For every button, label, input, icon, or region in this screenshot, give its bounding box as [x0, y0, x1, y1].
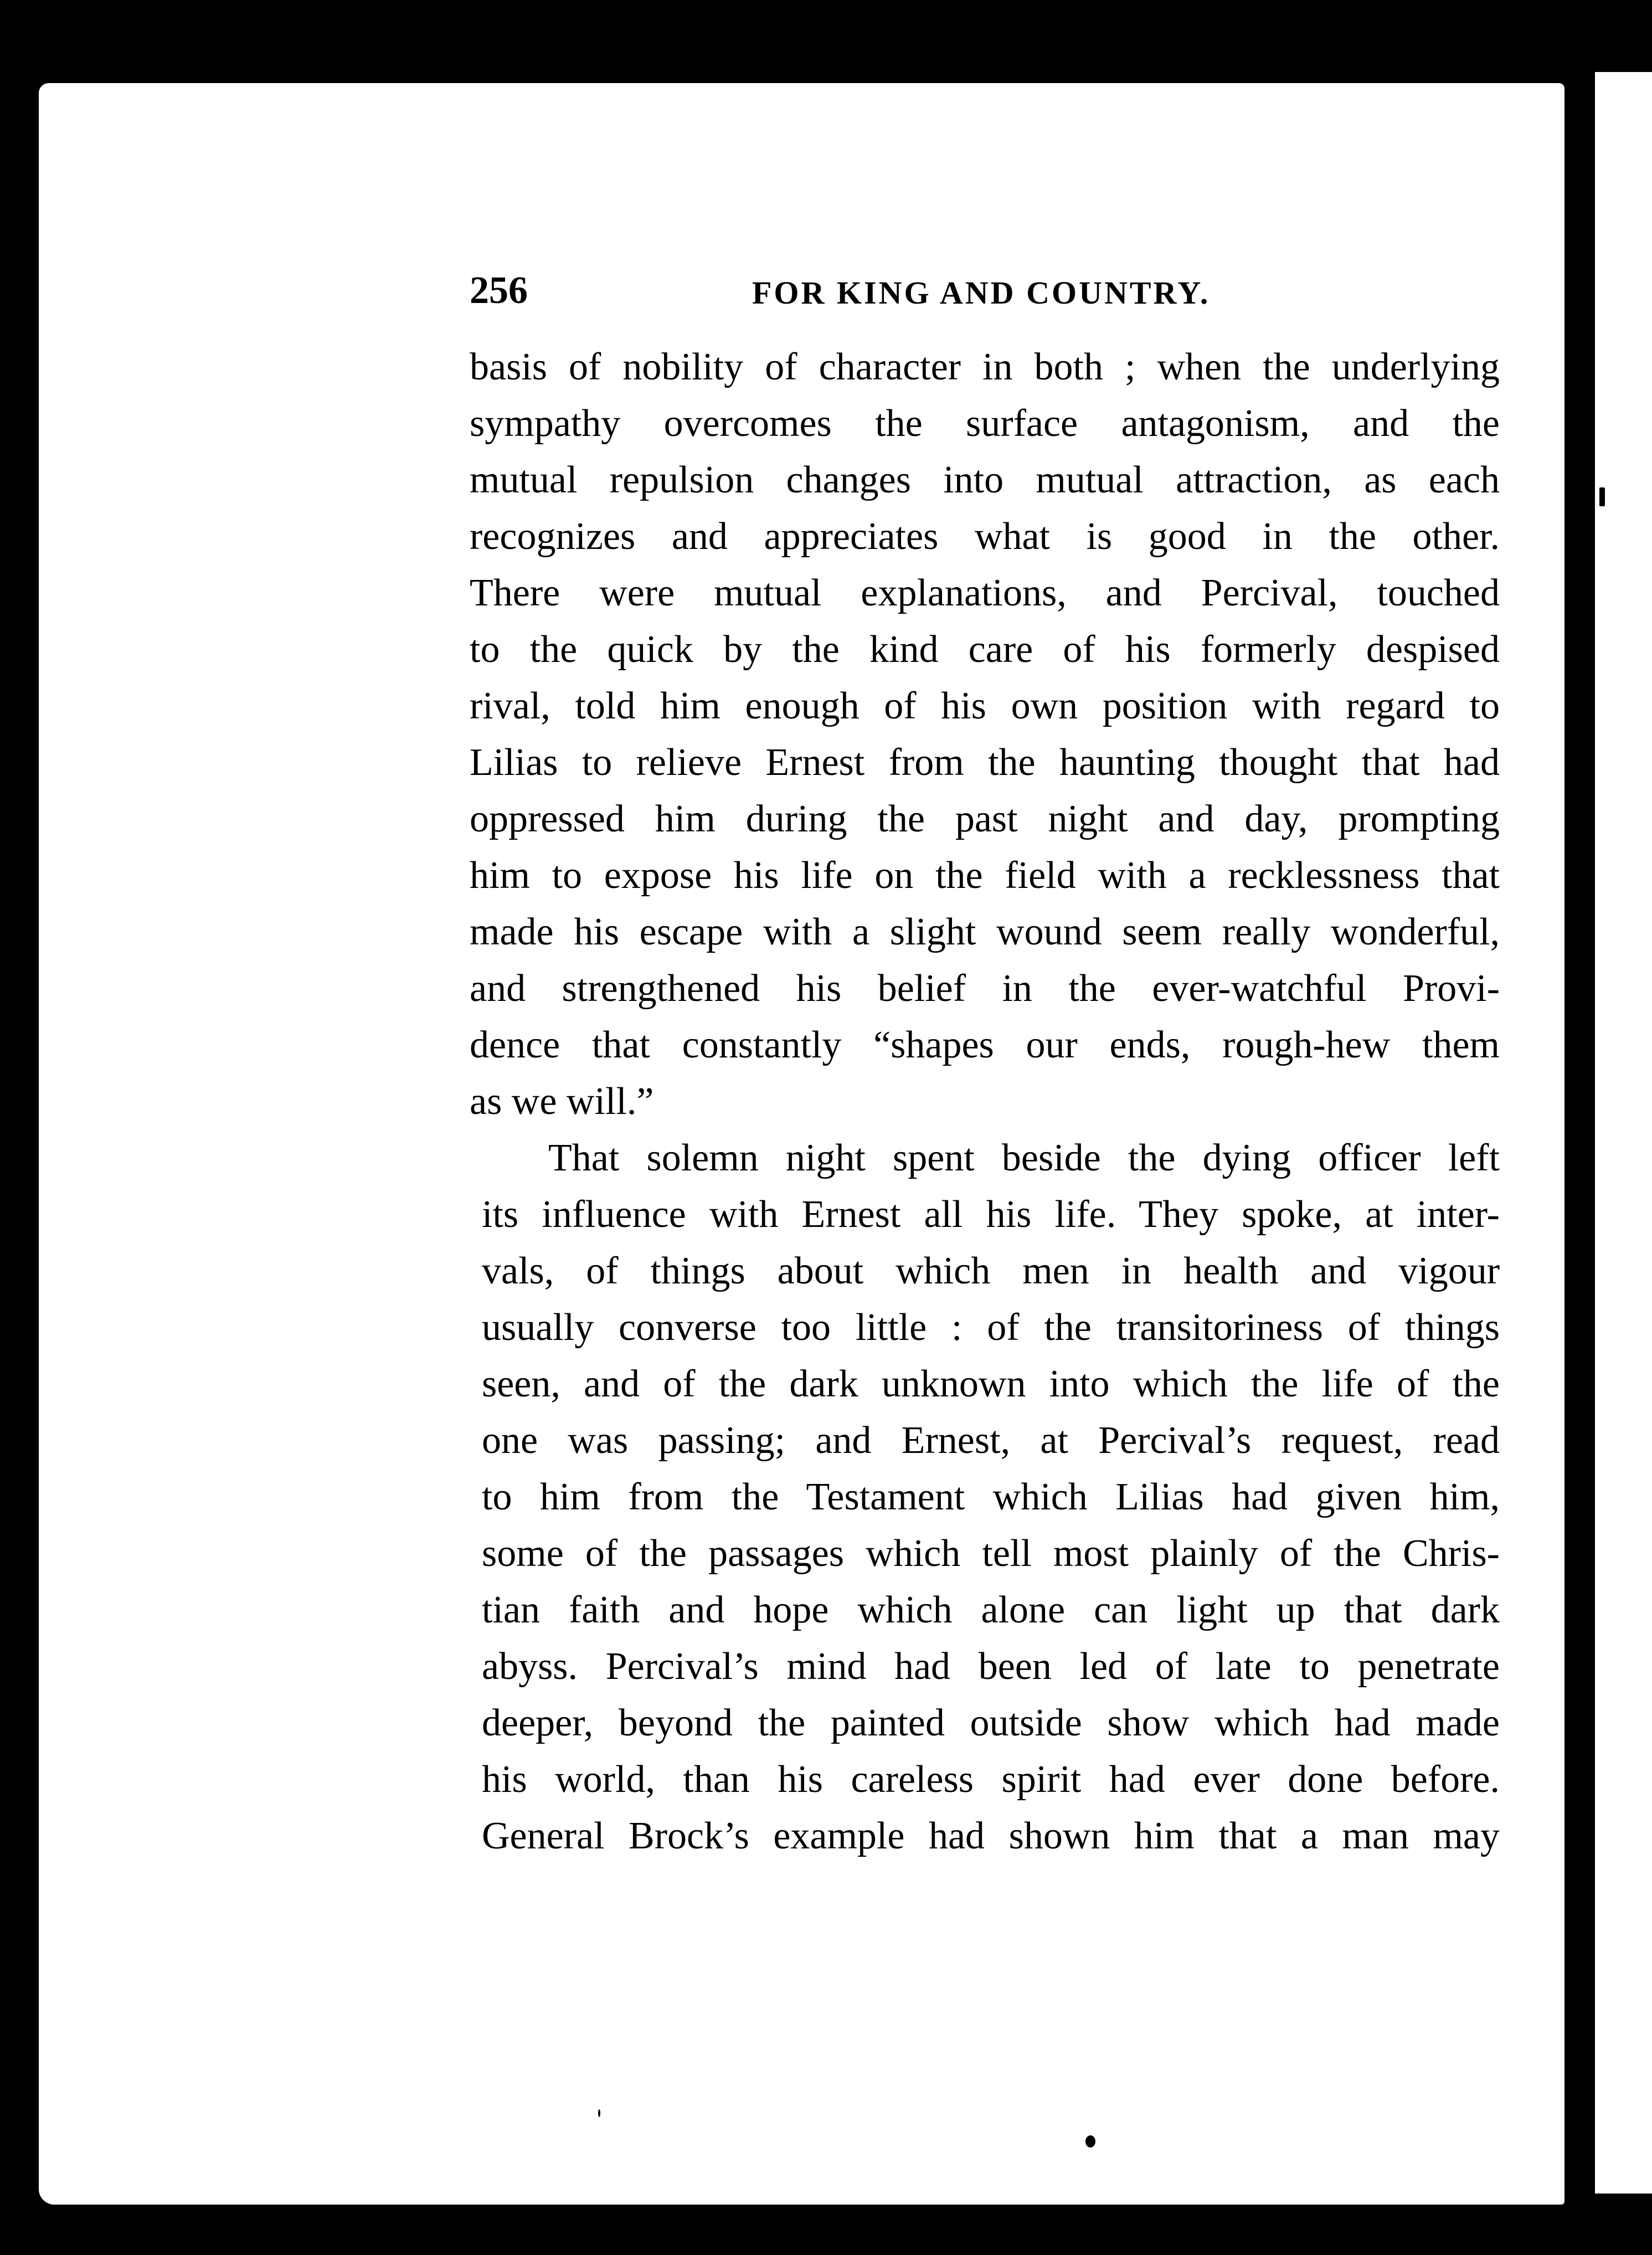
scan-speck [598, 2109, 600, 2117]
text-line: as we will.” [470, 1080, 654, 1123]
text-line: basis of nobility of character in both ; when the underlying [470, 346, 1500, 388]
scan-speck [1085, 2135, 1095, 2148]
text-line: seen, and of the dark unknown into which the life of the [482, 1363, 1500, 1405]
text-line: him to expose his life on the field with a recklessness that [470, 854, 1500, 897]
text-line: General Brock’s example had shown him that a man may [482, 1815, 1500, 1857]
text-line: recognizes and appreciates what is good in the other. [470, 515, 1500, 558]
text-line: his world, than his careless spirit had ever done before. [482, 1758, 1500, 1801]
text-line: There were mutual explanations, and Percival, touched [470, 572, 1500, 614]
body-text [470, 339, 1500, 1864]
text-line: abyss. Percival’s mind had been led of late to penetrate [482, 1645, 1500, 1688]
text-line: rival, told him enough of his own position with regard to [470, 685, 1500, 727]
paragraph-1 [470, 339, 1500, 1130]
text-line: oppressed him during the past night and day, prompting [470, 798, 1500, 840]
running-title: FOR KING AND COUNTRY. [752, 275, 1211, 311]
facing-page-edge [1595, 72, 1652, 2194]
text-line: to the quick by the kind care of his formerly despised [470, 628, 1500, 671]
text-line: mutual repulsion changes into mutual attraction, as each [470, 459, 1500, 501]
text-line: sympathy overcomes the surface antagonism, and the [470, 402, 1500, 445]
text-line: vals, of things about which men in health and vigour [482, 1250, 1500, 1292]
text-line: made his escape with a slight wound seem really wonderful, [470, 911, 1500, 953]
text-line: deeper, beyond the painted outside show which had made [482, 1702, 1500, 1744]
text-line: Lilias to relieve Ernest from the haunting thought that had [470, 741, 1500, 784]
text-line: tian faith and hope which alone can light up that dark [482, 1589, 1500, 1631]
text-line: to him from the Testament which Lilias had given him, [482, 1476, 1500, 1518]
text-line: and strengthened his belief in the ever-watchful Provi- [470, 967, 1500, 1010]
text-line: one was passing; and Ernest, at Percival’s request, read [482, 1419, 1500, 1462]
text-line: dence that constantly “shapes our ends, rough-hew them [470, 1024, 1500, 1066]
text-line: usually converse too little : of the transitoriness of things [482, 1306, 1500, 1349]
page-number: 256 [470, 269, 528, 312]
paragraph-2 [470, 1130, 1500, 1864]
scan-speck [1599, 487, 1605, 506]
text-line: its influence with Ernest all his life. They spoke, at inter- [482, 1193, 1500, 1236]
text-line: some of the passages which tell most plainly of the Chris- [482, 1532, 1500, 1575]
page-header [470, 269, 1505, 319]
text-line: That solemn night spent beside the dying officer left [548, 1137, 1500, 1179]
